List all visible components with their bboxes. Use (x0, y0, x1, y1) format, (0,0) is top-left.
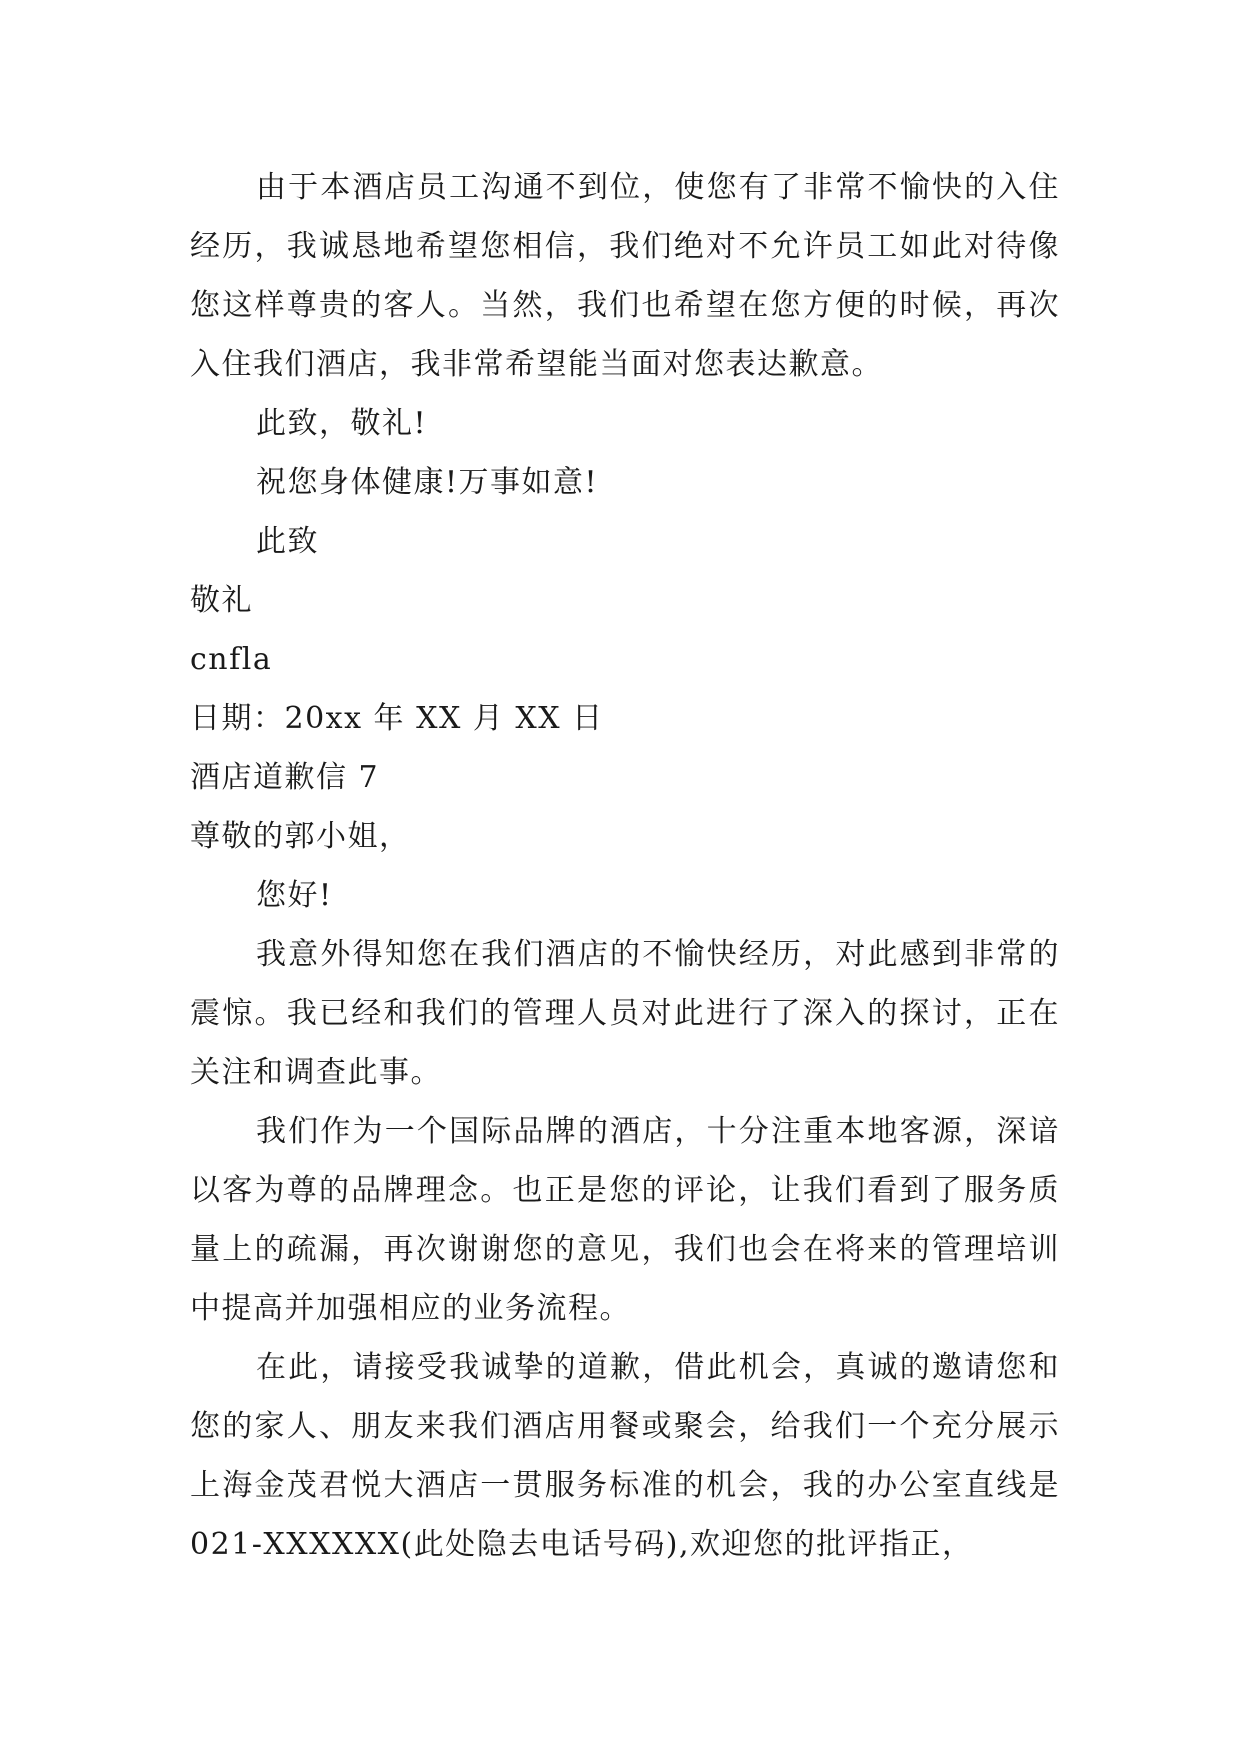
paragraph-brand: 我们作为一个国际品牌的酒店，十分注重本地客源，深谙以客为尊的品牌理念。也正是您的评论，让我们看到了服务质量上的疏漏，再次谢谢您的意见，我们也会在将来的管理培训中提高并加强相应的业务流程。 (190, 1114, 1060, 1326)
paragraph-cizhi: 此致 (256, 524, 319, 559)
paragraph-invitation: 在此，请接受我诚挚的道歉，借此机会，真诚的邀请您和您的家人、朋友来我们酒店用餐或聚会，给我们一个充分展示上海金茂君悦大酒店一贯服务标准的机会，我的办公室直线是021-XXXXXX(此处隐去电话号码),欢迎您的批评指正， (190, 1350, 1060, 1562)
section-title: 酒店道歉信 7 (190, 760, 380, 795)
letter-body (190, 158, 1060, 1574)
signature-name: cnfla (190, 642, 273, 677)
date-line: 日期：20xx 年 XX 月 XX 日 (190, 701, 604, 736)
paragraph-surprise: 我意外得知您在我们酒店的不愉快经历，对此感到非常的震惊。我已经和我们的管理人员对此进行了深入的探讨，正在关注和调查此事。 (190, 937, 1060, 1090)
paragraph-salutation-closing: 此致，敬礼! (256, 406, 428, 441)
greeting-hello: 您好! (256, 878, 333, 913)
greeting-recipient: 尊敬的郭小姐， (190, 819, 411, 854)
paragraph-apology-intro: 由于本酒店员工沟通不到位，使您有了非常不愉快的入住经历，我诚恳地希望您相信，我们绝对不允许员工如此对待像您这样尊贵的客人。当然，我们也希望在您方便的时候，再次入住我们酒店，我非常希望能当面对您表达歉意。 (190, 170, 1060, 382)
paragraph-wishes: 祝您身体健康!万事如意! (256, 465, 599, 500)
paragraph-jingli: 敬礼 (190, 583, 253, 618)
